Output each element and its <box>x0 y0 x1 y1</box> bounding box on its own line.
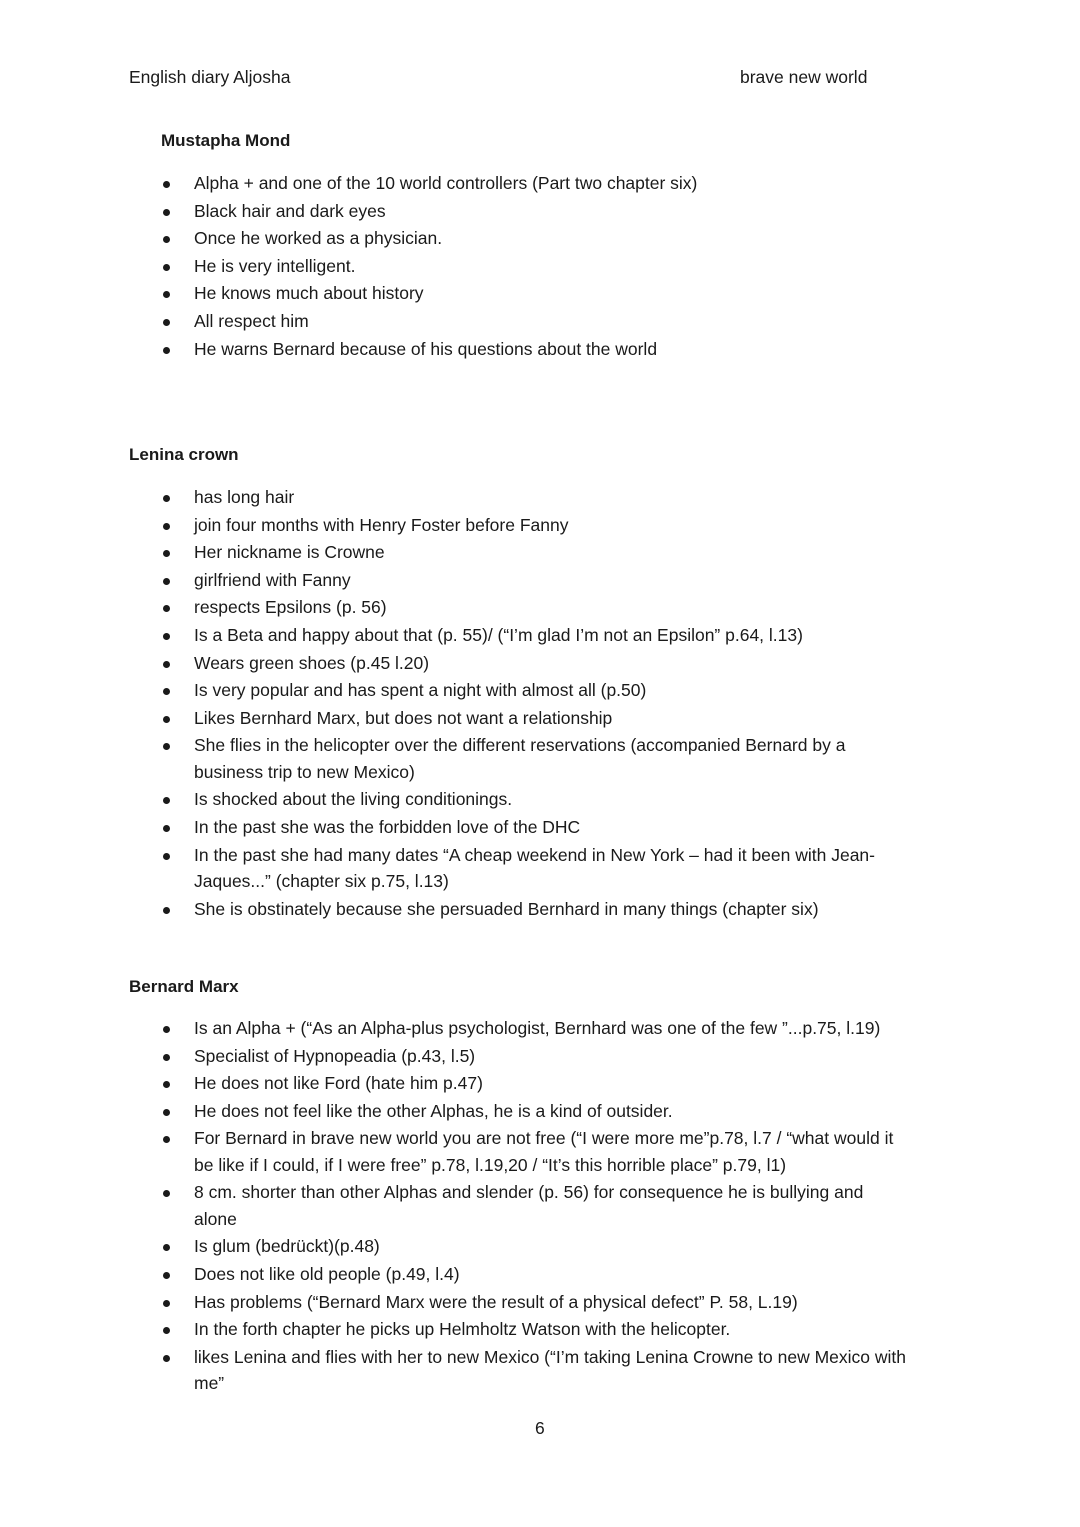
section-title-lenina-crown: Lenina crown <box>129 445 239 464</box>
list-item: Specialist of Hypnopeadia (p.43, l.5) <box>129 1043 909 1069</box>
section-title-bernard-marx: Bernard Marx <box>129 977 239 996</box>
list-bernard-marx <box>129 1015 909 1398</box>
list-item: He warns Bernard because of his questions about the world <box>129 336 909 362</box>
list-item: In the forth chapter he picks up Helmholtz Watson with the helicopter. <box>129 1316 909 1342</box>
list-item: Wears green shoes (p.45 l.20) <box>129 650 909 676</box>
bullet-icon <box>163 1300 170 1307</box>
list-item: Is glum (bedrückt)(p.48) <box>129 1233 909 1259</box>
list-item: Black hair and dark eyes <box>129 198 909 224</box>
list-item: likes Lenina and flies with her to new Mexico (“I’m taking Lenina Crowne to new Mexico with me” <box>129 1344 909 1397</box>
list-item: He does not like Ford (hate him p.47) <box>129 1070 909 1096</box>
list-item: Likes Bernhard Marx, but does not want a relationship <box>129 705 909 731</box>
list-item: For Bernard in brave new world you are not free (“I were more me”p.78, l.7 / “what would it be like if I could, if I were free” p.78, l.19,20 / “It’s this horrible place” p.79, l1) <box>129 1125 909 1178</box>
list-item: She is obstinately because she persuaded Bernhard in many things (chapter six) <box>129 896 909 922</box>
bullet-icon <box>163 1244 170 1251</box>
list-item: Does not like old people (p.49, l.4) <box>129 1261 909 1287</box>
bullet-icon <box>163 495 170 502</box>
list-item: All respect him <box>129 308 909 334</box>
bullet-icon <box>163 1136 170 1143</box>
list-item: Is very popular and has spent a night with almost all (p.50) <box>129 677 909 703</box>
bullet-icon <box>163 1054 170 1061</box>
bullet-icon <box>163 209 170 216</box>
bullet-icon <box>163 578 170 585</box>
bullet-icon <box>163 1272 170 1279</box>
list-item: He is very intelligent. <box>129 253 909 279</box>
list-item: Alpha + and one of the 10 world controllers (Part two chapter six) <box>129 170 909 196</box>
bullet-icon <box>163 1355 170 1362</box>
bullet-icon <box>163 264 170 271</box>
bullet-icon <box>163 347 170 354</box>
list-item: 8 cm. shorter than other Alphas and slender (p. 56) for consequence he is bullying and alone <box>129 1179 909 1232</box>
bullet-icon <box>163 1190 170 1197</box>
bullet-icon <box>163 291 170 298</box>
bullet-icon <box>163 743 170 750</box>
header-author: English diary Aljosha <box>129 67 291 87</box>
bullet-icon <box>163 605 170 612</box>
list-item: respects Epsilons (p. 56) <box>129 594 909 620</box>
list-item: join four months with Henry Foster before Fanny <box>129 512 909 538</box>
list-item: Once he worked as a physician. <box>129 225 909 251</box>
bullet-icon <box>163 853 170 860</box>
bullet-icon <box>163 825 170 832</box>
list-item: girlfriend with Fanny <box>129 567 909 593</box>
list-item: Is an Alpha + (“As an Alpha-plus psychologist, Bernhard was one of the few ”...p.75, l.19) <box>129 1015 909 1041</box>
bullet-icon <box>163 1026 170 1033</box>
list-item: He does not feel like the other Alphas, he is a kind of outsider. <box>129 1098 909 1124</box>
list-item: In the past she had many dates “A cheap weekend in New York – had it been with Jean-Jaques...” (chapter six p.75, l.13) <box>129 842 909 895</box>
bullet-icon <box>163 661 170 668</box>
bullet-icon <box>163 797 170 804</box>
list-item: has long hair <box>129 484 909 510</box>
list-item: She flies in the helicopter over the different reservations (accompanied Bernard by a business trip to new Mexico) <box>129 732 909 785</box>
list-item: Her nickname is Crowne <box>129 539 909 565</box>
bullet-icon <box>163 550 170 557</box>
page-number: 6 <box>535 1418 545 1438</box>
bullet-icon <box>163 319 170 326</box>
list-mustapha-mond <box>129 170 909 363</box>
bullet-icon <box>163 1109 170 1116</box>
bullet-icon <box>163 523 170 530</box>
list-item: He knows much about history <box>129 280 909 306</box>
bullet-icon <box>163 236 170 243</box>
header-book-title: brave new world <box>740 67 868 87</box>
bullet-icon <box>163 1081 170 1088</box>
bullet-icon <box>163 633 170 640</box>
list-lenina-crown <box>129 484 909 923</box>
bullet-icon <box>163 181 170 188</box>
list-item: Is shocked about the living conditionings. <box>129 786 909 812</box>
bullet-icon <box>163 688 170 695</box>
list-item: Has problems (“Bernard Marx were the result of a physical defect” P. 58, L.19) <box>129 1289 909 1315</box>
bullet-icon <box>163 907 170 914</box>
bullet-icon <box>163 716 170 723</box>
list-item: Is a Beta and happy about that (p. 55)/ (“I’m glad I’m not an Epsilon” p.64, l.13) <box>129 622 909 648</box>
bullet-icon <box>163 1327 170 1334</box>
section-title-mustapha-mond: Mustapha Mond <box>161 131 291 150</box>
list-item: In the past she was the forbidden love of the DHC <box>129 814 909 840</box>
